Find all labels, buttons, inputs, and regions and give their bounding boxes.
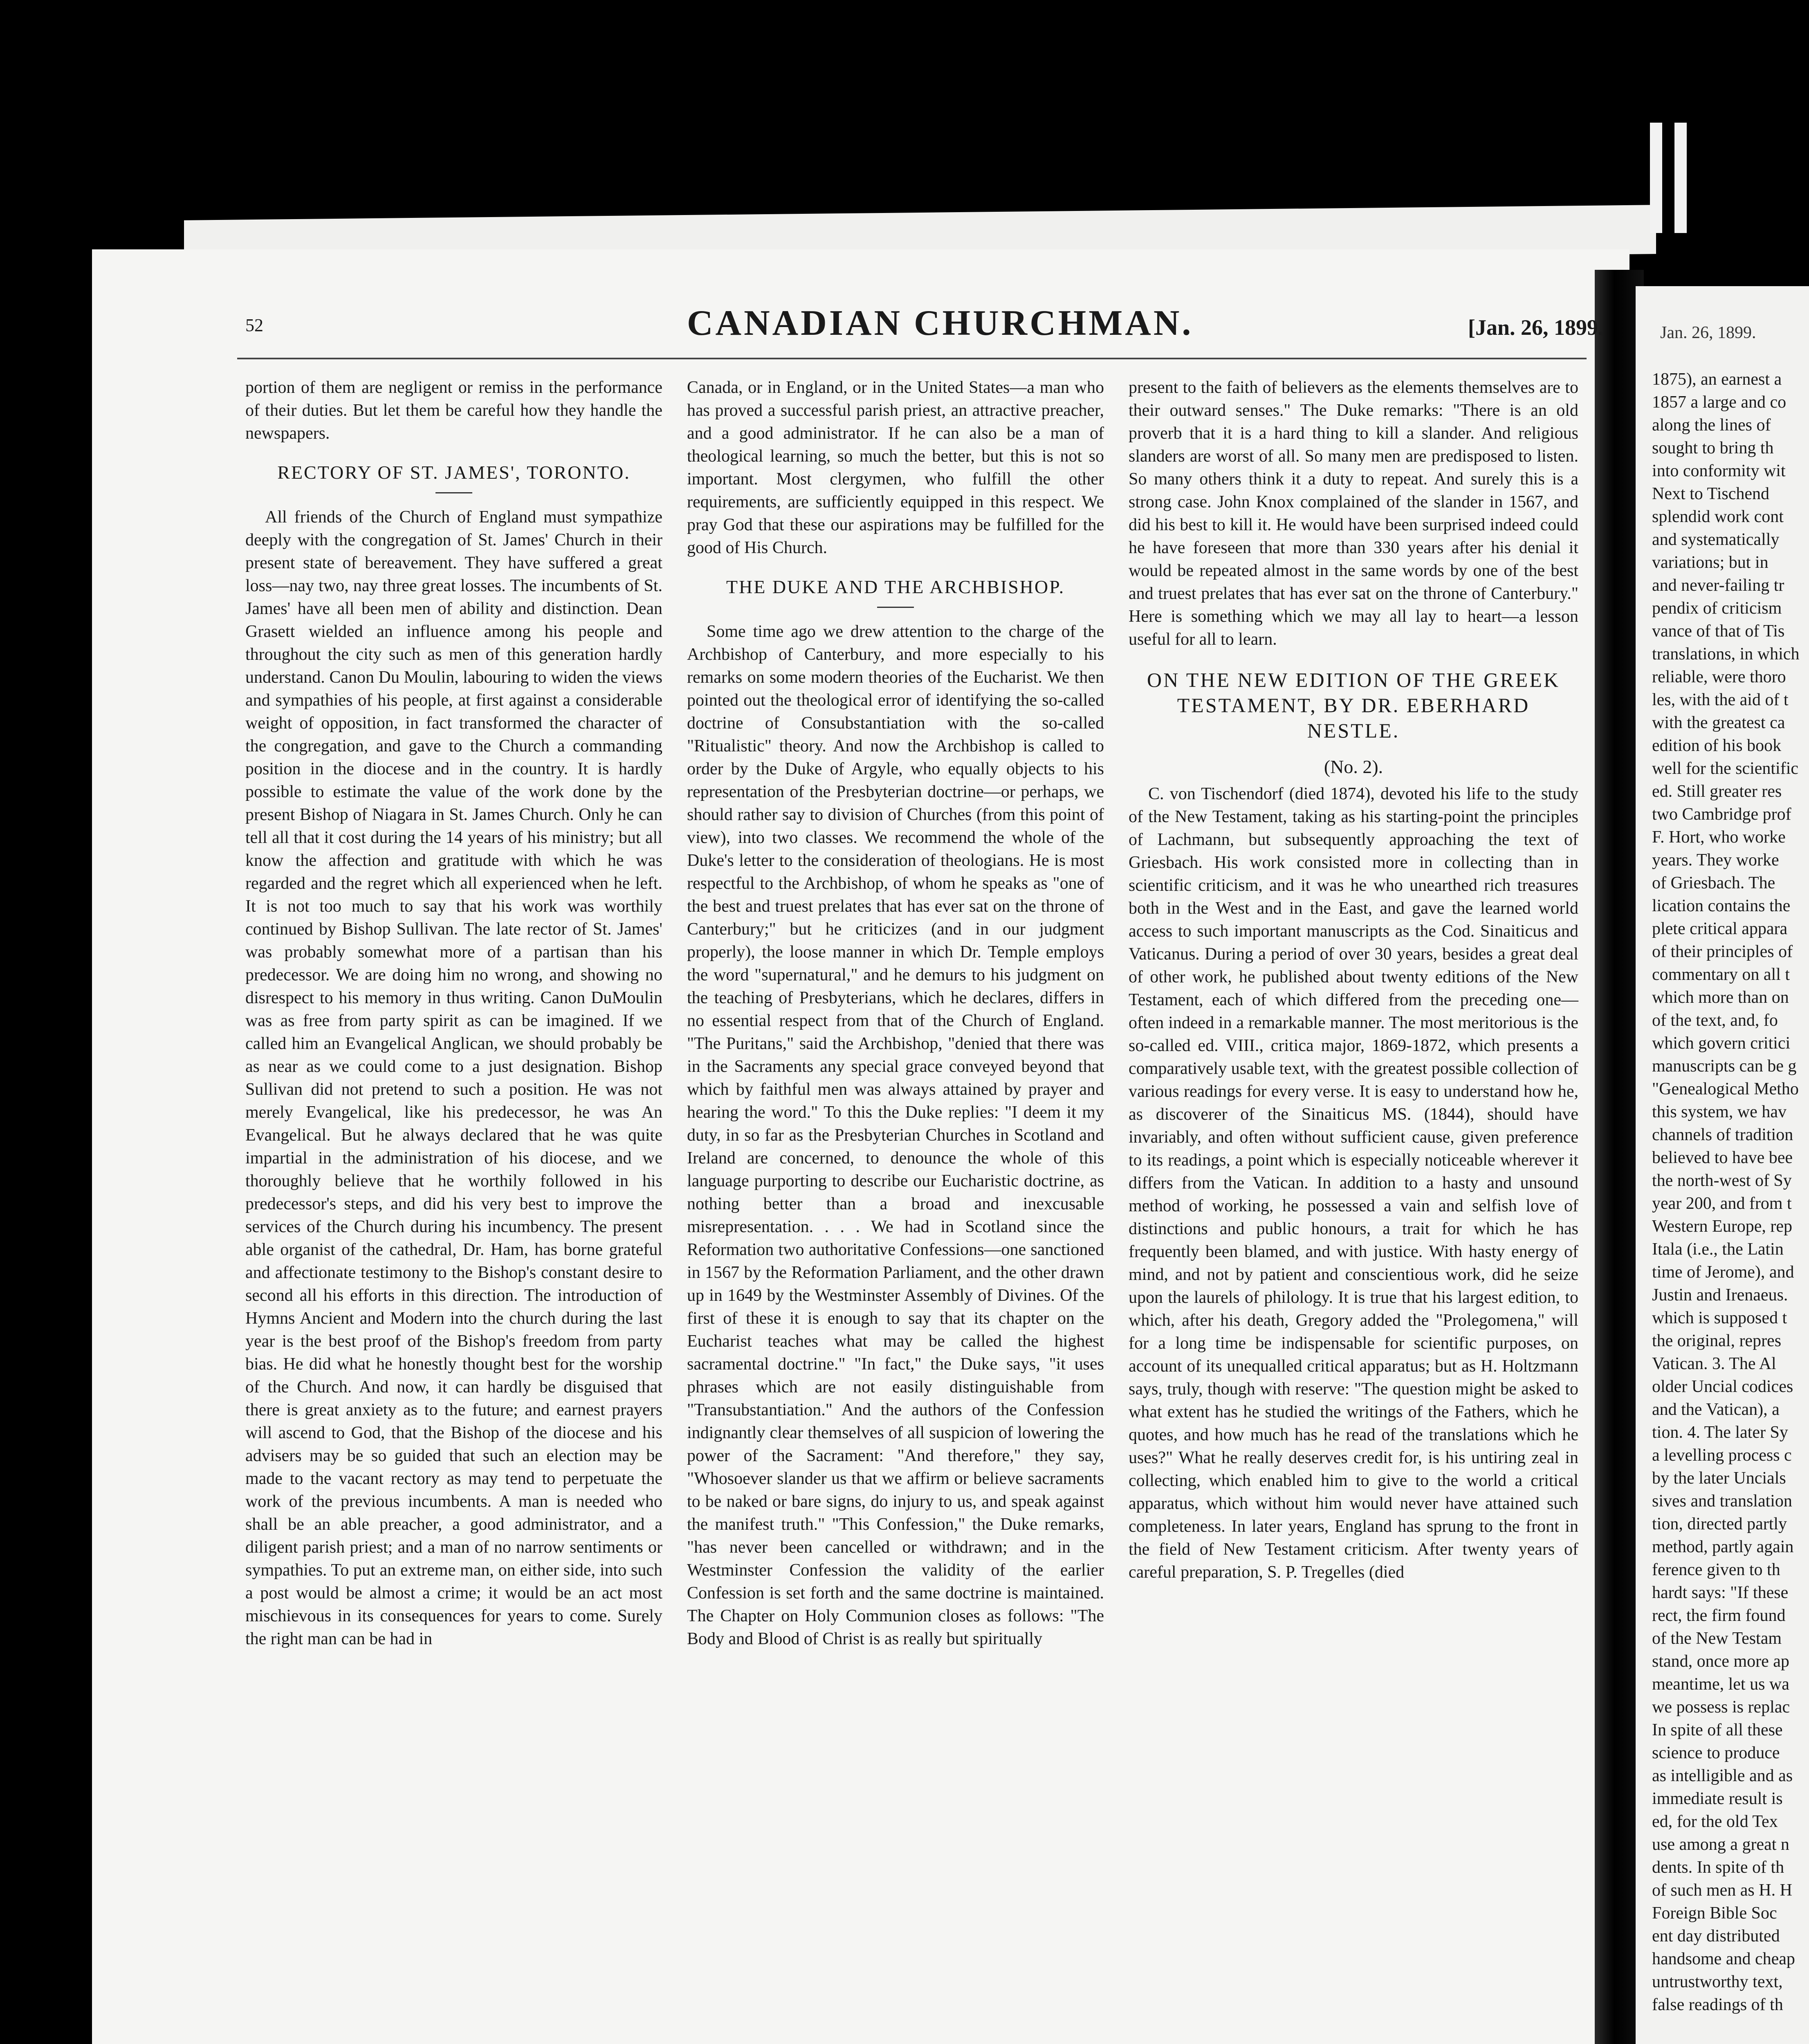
right-page-line: by the later Uncials (1652, 1469, 1786, 1488)
page-header (245, 303, 1604, 347)
right-page-line: Itala (i.e., the Latin (1652, 1240, 1784, 1259)
right-page-line: years. They worke (1652, 851, 1779, 870)
right-page-line: of their principles of (1652, 942, 1793, 961)
right-page-line: which govern critici (1652, 1034, 1791, 1053)
right-page-line: pendix of criticism (1652, 599, 1782, 618)
article-heading-greek-testament: ON THE NEW EDITION OF THE GREEK TESTAMENT, BY DR. EBERHARD NESTLE. (1147, 668, 1560, 742)
right-page-line: les, with the aid of t (1652, 690, 1789, 709)
right-page-line: rect, the firm found (1652, 1606, 1786, 1625)
column-3-intro: present to the faith of believers as the elements themselves are to their outward senses." The Duke remarks: "There is an old proverb that it is a hard thing to kill a slander. And religious slanders are worst of all. So many men are predisposed to listen. So many others think it a duty to repeat. And surely this is a strong case. John Knox complained of the slander in 1567, and did his best to kill it. He would have been surprised indeed could he have foreseen that more than 330 years after his denial it would be repeated almost in the same words by one of the best and truest prelates that has ever sat on the throne of Canterbury." Here is something which we may all lay to heart—a lesson useful for all to learn. (1129, 378, 1578, 649)
right-page-line: meantime, let us wa (1652, 1675, 1789, 1694)
heading-rule (435, 492, 472, 493)
right-page-line: tion. 4. The later Sy (1652, 1423, 1788, 1442)
right-page-line: well for the scientific (1652, 759, 1799, 778)
right-page-line: into conformity wit (1652, 462, 1786, 480)
right-page-line: use among a great n (1652, 1835, 1789, 1854)
heading-rule (877, 607, 914, 608)
article-heading-rectory: RECTORY OF ST. JAMES', TORONTO. (277, 462, 631, 483)
right-page-line: 1857 a large and co (1652, 393, 1787, 412)
right-page-line: reliable, were thoro (1652, 668, 1786, 686)
right-page-line: and never-failing tr (1652, 576, 1784, 595)
right-page-line: we possess is replac (1652, 1698, 1790, 1717)
column-1-intro: portion of them are negligent or remiss in the performance of their duties. But let them be careful how they handle the newspapers. (245, 378, 662, 443)
right-page-line: believed to have bee (1652, 1148, 1793, 1167)
right-page-line: lication contains the (1652, 896, 1791, 915)
right-page-line: vance of that of Tis (1652, 622, 1785, 641)
right-page-line: science to produce (1652, 1744, 1780, 1762)
right-page-date: Jan. 26, 1899. (1660, 323, 1756, 342)
article-paragraph: Some time ago we drew attention to the charge of the Archbishop of Canterbury, and more especially to his remarks on some modern theories of the Eucharist. We then pointed out the theological error of identifying the so-called doctrine of Consubstantiation with the so-called "Ritualistic" theory. And now the Archbishop is called to order by the Duke of Argyle, who equally objects to his representation of the Presbyterian doctrine—or perhaps, we should rather say to division of Churches (from this point of view), into two classes. We recommend the whole of the Duke's letter to the consideration of theologians. He is most respectful to the Archbishop, of whom he speaks as "one of the best and truest prelates that has ever sat on the throne of Canterbury;" but he criticizes (and in our judgment properly), the loose manner in which Dr. Temple employs the word "supernatural," and he demurs to his judgment on the teaching of Presbyterians, which he declares, differs in no essential respect from that of the Church of England. "The Puritans," said the Archbishop, "denied that there was in the Sacraments any special grace conveyed beyond that which by faithful men was always attained by prayer and hearing the word." To this the Duke replies: "I deem it my duty, in so far as the Presbyterian Churches in Scotland and Ireland are concerned, to denounce the whole of this language purporting to describe our Eucharistic doctrine, as nothing better than a broad and inexcusable misrepresentation. . . . We had in Scotland since the Reformation two authoritative Confessions—one sanctioned in 1567 by the Reformation Parliament, and the other drawn up in 1649 by the Westminster Assembly of Divines. Of the first of these it is enough to say that its chapter on the Eucharist teaches what may be called the highest sacramental doctrine." "In fact," the Duke says, "it uses phrases which are not easily distinguishable from "Transubstantiation." And the authors of the Confession indignantly clear themselves of all suspicion of lowering the power of the Sacrament: "And therefore," they say, "Whosoever slander us that we affirm or believe sacraments to be naked or bare signs, do injury to us, and speak against the manifest truth." "This Confession," the Duke remarks, "has never been cancelled or withdrawn; and in the Westminster Confession the validity of the earlier Confession is set forth and the same doctrine is maintained. The Chapter on Holy Communion closes as follows: "The Body and Blood of Christ is as really but spiritually (687, 622, 1104, 1648)
column-2 (687, 376, 1104, 1654)
right-page-line: splendid work cont (1652, 507, 1784, 526)
right-page-line: false readings of th (1652, 1995, 1783, 2014)
column-3 (1129, 376, 1578, 1587)
right-page-line: which is supposed t (1652, 1309, 1787, 1327)
right-page-line: ed, for the old Tex (1652, 1812, 1778, 1831)
right-page-line: as intelligible and as (1652, 1766, 1793, 1785)
right-page-line: tion, directed partly (1652, 1515, 1787, 1533)
right-page-line: sought to bring th (1652, 439, 1774, 457)
right-page-line: stand, once more ap (1652, 1652, 1789, 1671)
right-page-line: two Cambridge prof (1652, 805, 1791, 824)
article-paragraph: C. von Tischendorf (died 1874), devoted his life to the study of the New Testament, taking as his starting-point the principles of Lachmann, but subsequently approaching the text of Griesbach. His work consisted more in collecting than in scientific criticism, and it was he who unearthed rich treasures both in the West and in the East, and gave the learned world access to such important manuscripts as the Cod. Sinaiticus and Vaticanus. During a period of over 30 years, besides a great deal of other work, he published about twenty editions of the New Testament, each of which differed from the preceding one—often indeed in a remarkable manner. The most meritorious is the so-called ed. VIII., critica major, 1869-1872, which presents a comparatively usable text, with the greatest possible collection of various readings for every verse. It is easy to understand how he, as discoverer of the Sinaiticus MS. (1844), should have invariably, and often without sufficient cause, given preference to its readings, a point which is especially noticeable wherever it differs from the Vatican. In addition to a hasty and unsound method of working, he possessed a vain and selfish love of distinctions and public honours, a trait for which he has frequently been blamed, and with justice. With hasty energy of mind, and not by patient and conscientious work, did he seize upon the laurels of philology. It is true that his largest edition, to which, after his death, Gregory added the "Prolegomena," will for a long time be indispensable for scientific purposes, on account of its unequalled critical apparatus; but as H. Holtzmann says, truly, though with reserve: "The question might be asked to what extent has he studied the writings of the Fathers, which he quotes, and how much has he read of the translations which he uses?" What he really deserves credit for, is his untiring zeal in collecting, which enabled him to give to the world a critical apparatus, which without him would never have attained such completeness. In later years, England has sprung to the front in the field of New Testament criticism. After twenty years of careful preparation, S. P. Tregelles (died (1129, 784, 1578, 1582)
column-1 (245, 376, 662, 1654)
right-page (1636, 286, 1809, 2044)
right-page-line: hardt says: "If these (1652, 1583, 1789, 1602)
right-page-line: with the greatest ca (1652, 713, 1785, 732)
right-page-line: Foreign Bible Soc (1652, 1904, 1777, 1923)
right-page-line: method, partly again (1652, 1537, 1794, 1556)
right-page-line: Western Europe, rep (1652, 1217, 1792, 1236)
right-page-line: the original, repres (1652, 1331, 1782, 1350)
right-page-line: "Genealogical Metho (1652, 1080, 1799, 1098)
page-number: 52 (245, 315, 263, 335)
right-page-line: variations; but in (1652, 553, 1769, 572)
right-page-line: Vatican. 3. The Al (1652, 1354, 1776, 1373)
right-page-line: ent day distributed (1652, 1927, 1780, 1945)
right-page-line: manuscripts can be g (1652, 1057, 1797, 1076)
right-page-line: Next to Tischend (1652, 484, 1770, 503)
right-page-line: and the Vatican), a (1652, 1400, 1780, 1419)
right-page-line: sives and translation (1652, 1492, 1792, 1511)
article-heading-duke: THE DUKE AND THE ARCHBISHOP. (726, 576, 1065, 597)
right-page-line: translations, in which (1652, 645, 1800, 663)
right-page-line: F. Hort, who worke (1652, 828, 1786, 847)
right-page-line: of such men as H. H (1652, 1881, 1792, 1900)
right-page-line: commentary on all t (1652, 965, 1790, 984)
right-page-line: ed. Still greater res (1652, 782, 1782, 801)
right-page-line: older Uncial codices (1652, 1377, 1793, 1396)
right-page-line: dents. In spite of th (1652, 1858, 1784, 1877)
right-page-line: which more than on (1652, 988, 1789, 1007)
right-page-line: ference given to th (1652, 1560, 1780, 1579)
right-page-line: 1875), an earnest a (1652, 370, 1782, 389)
right-page-line: time of Jerome), and (1652, 1263, 1794, 1282)
right-page-line: a levelling process c (1652, 1446, 1792, 1465)
right-page-line: immediate result is (1652, 1789, 1783, 1808)
right-page-line: and systematically (1652, 530, 1780, 549)
issue-date: [Jan. 26, 1899. (1468, 315, 1604, 340)
right-page-line: of the New Testam (1652, 1629, 1782, 1648)
right-page-line: the north-west of Sy (1652, 1171, 1792, 1190)
right-page-line: plete critical appara (1652, 919, 1788, 938)
right-page-line: In spite of all these (1652, 1721, 1783, 1739)
header-rule (237, 358, 1587, 359)
right-page-column (1652, 368, 1809, 2016)
masthead-title: CANADIAN CHURCHMAN. (687, 303, 1194, 343)
right-page-line: of the text, and, fo (1652, 1011, 1778, 1030)
right-page-line: channels of tradition (1652, 1125, 1793, 1144)
right-page-line: of Griesbach. The (1652, 874, 1775, 892)
article-paragraph: All friends of the Church of England must sympathize deeply with the congregation of St. James' Church in their present state of bereavement. They have suffered a great loss—nay two, nay three great losses. The incumbents of St. James' have all been men of ability and distinction. Dean Grasett wielded an influence among his people and throughout the city such as men of this generation hardly understand. Canon Du Moulin, labouring to widen the views and sympathies of his people, at first against a considerable weight of opposition, in fact transformed the character of the congregation, and gave to the Church a commanding position in the diocese and in the country. It is hardly possible to estimate the value of the work done by the present Bishop of Niagara in St. James Church. Only he can tell all that it cost during the 14 years of his ministry; but all know the affection and gratitude with which he was regarded and the regret which all experienced when he left. It is not too much to say that his work was worthily continued by Bishop Sullivan. The late rector of St. James' was probably somewhat more of a partisan than his predecessor. We are doing him no wrong, and showing no disrespect to his memory in thus writing. Canon DuMoulin was as free from party spirit as can be imagined. If we called him an Evangelical Anglican, we should probably be as near as we could come to a just designation. Bishop Sullivan did not pretend to such a position. He was not merely Evangelical, like his predecessor, he was An Evangelical. But he always declared that he was quite impartial in the administration of his diocese, and we thoroughly believe that he worthily followed in his predecessor's steps, and did his very best to improve the services of the Church during his incumbency. The present able organist of the cathedral, Dr. Ham, has borne grateful and affectionate testimony to the Bishop's constant desire to second all his efforts in this direction. The introduction of Hymns Ancient and Modern into the church during the last year is the best proof of the Bishop's freedom from party bias. He did what he honestly thought best for the worship of the Church. And now, it can hardly be disguised that there is great anxiety as to the future; and earnest prayers will ascend to God, that the Bishop of the diocese and his advisers may be so guided that such an election may be made to the vacant rectory as may tend to perpetuate the work of the previous incumbents. A man is needed who shall be an able preacher, a good administrator, and a diligent parish priest; and a man of no narrow sentiments or sympathies. To put an extreme man, on either side, into such a post would be almost a crime; it would be an act most mischievous in its consequences for years to come. Surely the right man can be had in (245, 508, 662, 1648)
right-page-line: along the lines of (1652, 416, 1771, 435)
right-page-line: Justin and Irenaeus. (1652, 1286, 1788, 1304)
right-page-line: untrustworthy text, (1652, 1972, 1783, 1991)
article-subheading: (No. 2). (1324, 756, 1383, 777)
right-page-line: handsome and cheap (1652, 1950, 1795, 1968)
right-page-line: this system, we hav (1652, 1103, 1787, 1121)
right-page-line: edition of his book (1652, 736, 1782, 755)
column-2-intro: Canada, or in England, or in the United States—a man who has proved a successful parish priest, an attractive preacher, and a good administrator. If he can also be a man of theological learning, so much the better, but this is not so important. Most clergymen, who fulfill the other requirements, are sufficiently equipped in this respect. We pray God that these our aspirations may be fulfilled for the good of His Church. (687, 378, 1104, 557)
right-page-line: year 200, and from t (1652, 1194, 1792, 1213)
